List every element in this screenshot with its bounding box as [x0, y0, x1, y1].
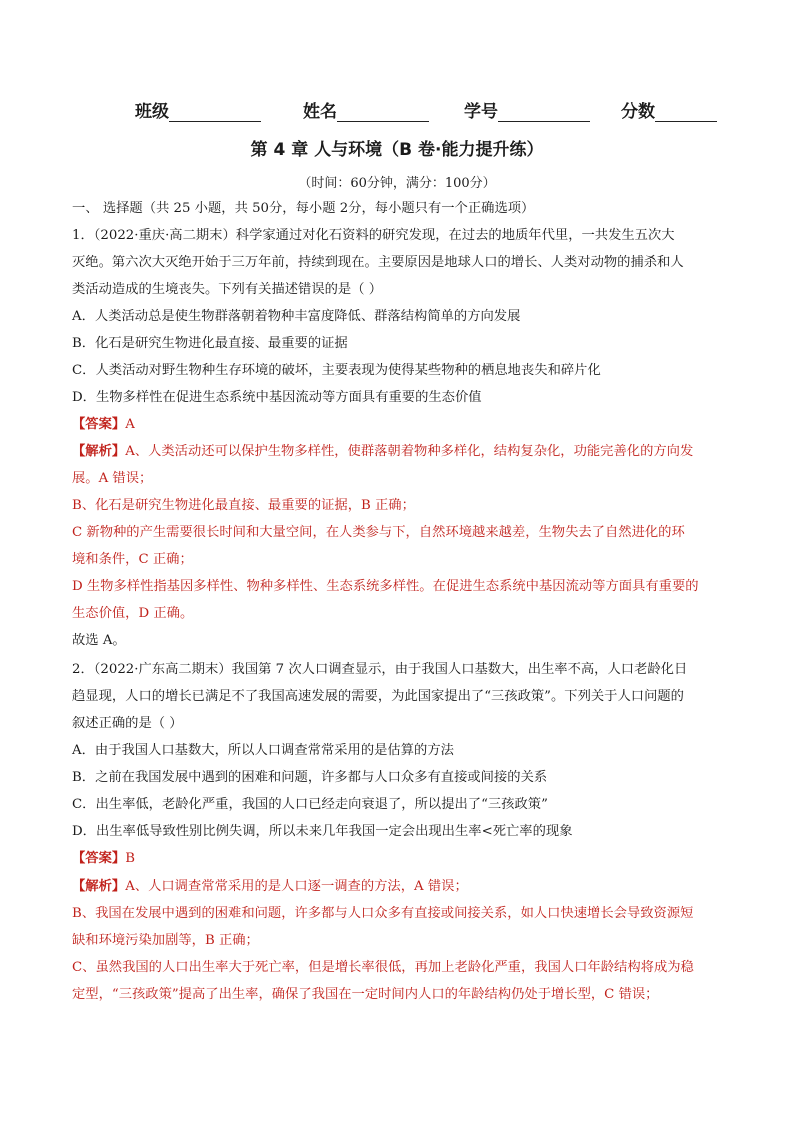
q1-analysis-line: C 新物种的产生需要很长时间和大量空间，在人类参与下，自然环境越来越差，生物失去了自然进化的环	[72, 525, 685, 540]
name-blank[interactable]	[337, 103, 429, 122]
q1-analysis-line: 生态价值，D 正确。	[72, 606, 194, 621]
q2-option-a: A．由于我国人口基数大，所以人口调查常常采用的是估算的方法	[72, 743, 454, 758]
q1-analysis-line: B、化石是研究生物进化最直接、最重要的证据，B 正确；	[72, 498, 415, 513]
score-blank[interactable]	[655, 103, 717, 122]
q2-option-d: D．出生率低导致性别比例失调，所以未来几年我国一定会出现出生率<死亡率的现象	[72, 824, 573, 839]
q1-analysis-line: 展。A 错误；	[72, 471, 153, 486]
q2-analysis-line: 缺和环境污染加剧等，B 正确；	[72, 933, 259, 948]
class-field	[135, 97, 261, 122]
score-label: 分数	[621, 102, 655, 122]
q1-option-c: C．人类活动对野生物种生存环境的破坏，主要表现为使得某些物种的栖息地丧失和碎片化	[72, 363, 601, 378]
q1-analysis-line: D 生物多样性指基因多样性、物种多样性、生态系统多样性。在促进生态系统中基因流动等方面具有重要的	[72, 579, 699, 594]
q1-option-d: D．生物多样性在促进生态系统中基因流动等方面具有重要的生态价值	[72, 390, 482, 405]
q2-analysis-line: 定型，“三孩政策”提高了出生率，确保了我国在一定时间内人口的年龄结构仍处于增长型，C 错误；	[72, 987, 659, 1002]
answer-tag: 【答案】	[72, 417, 126, 432]
document-title: 第 4 章 人与环境（B 卷·能力提升练）	[250, 140, 544, 160]
q1-stem-line: 1．（2022·重庆·高二期末）科学家通过对化石资料的研究发现，在过去的地质年代里，一共发生五次大	[72, 228, 675, 243]
score-field	[621, 97, 717, 122]
q1-conclusion: 故选 A。	[72, 633, 126, 648]
class-label: 班级	[135, 102, 169, 122]
document-subtitle: （时间：60分钟，满分：100分）	[298, 176, 496, 191]
analysis-tag: 【解析】	[72, 879, 126, 894]
q1-stem-line: 类活动造成的生境丧失。下列有关描述错误的是（ ）	[72, 282, 383, 297]
q1-analysis-line: 境和条件，C 正确；	[72, 552, 193, 567]
student-info-row	[135, 97, 735, 123]
student-id-blank[interactable]	[498, 103, 590, 122]
class-blank[interactable]	[169, 103, 261, 122]
q2-analysis-line: B、我国在发展中遇到的困难和问题，许多都与人口众多有直接或间接关系，如人口快速增长会导致资源短	[72, 906, 694, 921]
q2-stem-line: 2．（2022·广东高二期末）我国第 7 次人口调查显示，由于我国人口基数大，出生率不高，人口老龄化日	[72, 662, 688, 677]
analysis-tag: 【解析】	[72, 444, 126, 459]
q2-stem-line: 叙述正确的是（ ）	[72, 716, 183, 731]
q2-stem-line: 趋显现，人口的增长已满足不了我国高速发展的需要，为此国家提出了“三孩政策”。下列关于人口问题的	[72, 689, 684, 704]
answer-tag: 【答案】	[72, 851, 126, 866]
q2-analysis-line: C、虽然我国的人口出生率大于死亡率，但是增长率很低，再加上老龄化严重，我国人口年龄结构将成为稳	[72, 960, 694, 975]
answer-value: B	[125, 851, 135, 866]
q2-analysis-line	[72, 877, 732, 897]
q1-analysis-line	[72, 442, 732, 462]
analysis-text: A、人口调查常常采用的是人口逐一调查的方法，A 错误；	[125, 879, 468, 894]
q1-option-b: B．化石是研究生物进化最直接、最重要的证据	[72, 336, 348, 351]
student-id-field	[464, 97, 590, 122]
name-label: 姓名	[303, 102, 337, 122]
section-heading: 一、 选择题（共 25 小题，共 50分，每小题 2分，每小题只有一个正确选项）	[72, 201, 535, 216]
q2-option-b: B．之前在我国发展中遇到的困难和问题，许多都与人口众多有直接或间接的关系	[72, 770, 548, 785]
q2-option-c: C．出生率低，老龄化严重，我国的人口已经走向衰退了，所以提出了“三孩政策”	[72, 797, 548, 812]
q1-answer	[72, 415, 732, 435]
name-field	[303, 97, 429, 122]
answer-value: A	[125, 417, 135, 432]
q1-option-a: A．人类活动总是使生物群落朝着物种丰富度降低、群落结构简单的方向发展	[72, 309, 521, 324]
analysis-text: A、人类活动还可以保护生物多样性，使群落朝着物种多样化，结构复杂化，功能完善化的方向发	[125, 444, 694, 459]
q1-stem-line: 灭绝。第六次大灭绝开始于三万年前，持续到现在。主要原因是地球人口的增长、人类对动物的捕杀和人	[72, 255, 684, 270]
q2-answer	[72, 849, 732, 869]
student-id-label: 学号	[464, 102, 498, 122]
